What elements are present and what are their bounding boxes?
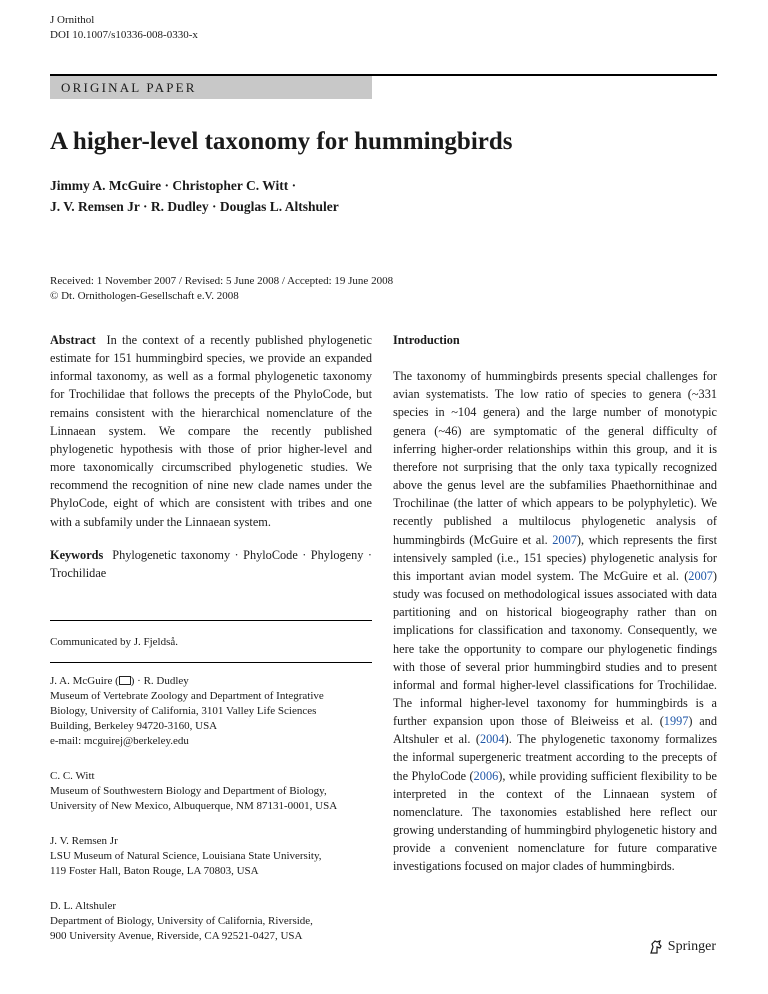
affiliation-1	[50, 674, 372, 749]
email-link[interactable]: e-mail: mcguirej@berkeley.edu	[50, 735, 189, 748]
keywords	[50, 546, 372, 582]
journal-name: J Ornithol	[50, 14, 95, 26]
introduction-heading: Introduction	[393, 333, 460, 347]
publisher-logo	[648, 939, 716, 955]
citation-link[interactable]: 1997	[663, 714, 689, 729]
affiliation-3	[50, 834, 372, 879]
author-line-1: Jimmy A. McGuire · Christopher C. Witt ·	[50, 178, 297, 193]
keywords-text: Phylogenetic taxonomy · PhyloCode · Phylogeny · Trochilidae	[50, 547, 372, 580]
abstract-heading: Abstract	[50, 333, 96, 347]
affiliation-line: 900 University Avenue, Riverside, CA 92521-0427, USA	[50, 930, 303, 943]
affiliation-names: D. L. Altshuler	[50, 900, 116, 913]
footnote-rule	[50, 620, 372, 621]
paper-title: A higher-level taxonomy for hummingbirds	[50, 128, 513, 155]
article-type-badge: ORIGINAL PAPER	[50, 76, 372, 99]
affiliation-line: 119 Foster Hall, Baton Rouge, LA 70803, USA	[50, 865, 259, 878]
affiliation-names: C. C. Witt	[50, 770, 95, 783]
affiliation-line: University of New Mexico, Albuquerque, NM 87131-0001, USA	[50, 800, 338, 813]
affiliation-line: Museum of Southwestern Biology and Department of Biology,	[50, 785, 327, 798]
keywords-heading: Keywords	[50, 547, 104, 562]
communicated-by: Communicated by J. Fjeldså.	[50, 636, 179, 649]
citation-link[interactable]: 2007	[688, 568, 713, 583]
envelope-icon[interactable]	[119, 676, 131, 685]
abstract-text: In the context of a recently published phylogenetic estimate for 151 hummingbird species, we provide an expanded informal taxonomy, as well as a formal phylogenetic taxonomy for Trochilidae that follows the precepts of the PhyloCode, but remains consistent with the hierarchical nomenclature of the Linnaean system. We compare the recently published phylogenetic hypothesis with those of prior higher-level and more taxonomically circumscribed phylogenetic studies. We recommend the recognition of nine new clade names under the PhyloCode, eight of which are consistent with tribes and one with a subfamily under the Linnaean system.	[50, 333, 372, 529]
citation-link[interactable]: 2007	[552, 532, 577, 547]
citation-link[interactable]: 2004	[480, 732, 505, 747]
left-column	[50, 331, 372, 944]
abstract	[50, 331, 372, 531]
affiliation-4	[50, 899, 372, 944]
affiliation-names: J. V. Remsen Jr	[50, 835, 118, 848]
affiliation-rule	[50, 662, 372, 663]
copyright: © Dt. Ornithologen-Gesellschaft e.V. 2008	[50, 290, 239, 302]
publisher-name: Springer	[667, 939, 716, 954]
publication-dates	[50, 274, 393, 304]
affiliation-2	[50, 769, 372, 814]
author-list	[50, 175, 339, 217]
affiliation-names-suffix: ) · R. Dudley	[130, 675, 189, 688]
right-column	[393, 331, 717, 876]
received-revised-accepted: Received: 1 November 2007 / Revised: 5 June 2008 / Accepted: 19 June 2008	[50, 275, 394, 287]
affiliation-line: Biology, University of California, 3101 Valley Life Sciences	[50, 705, 317, 718]
affiliation-line: Department of Biology, University of California, Riverside,	[50, 915, 313, 928]
citation-link[interactable]: 2006	[473, 768, 499, 783]
introduction-paragraph: The taxonomy of hummingbirds presents special challenges for avian systematists. The low ratio of species to genera (~331 species in ~104 genera) and the large number of monotypic genera (~46) are symptomatic of the general difficulty of inferring higher-order relationships within this group, and it is therefore not surprising that the only taxa typically recognized above the genus level are the subfamilies Phaethornithinae and Trochilinae (the latter of which appears to be polyphyletic). We recently published a multilocus phylogenetic analysis of hummingbirds (McGuire et al. 2007), which represents the first intensively sampled (i.e., 151 species) phylogenetic analysis for this important avian model system. The McGuire et al. (2007) study was focused on methodological issues associated with data partitioning and on historical biogeography rather than on implications for classification and taxonomy. Consequently, we here take the opportunity to compare our phylogenetic findings with those of several prior hummingbird studies and to present informal and formal higher-level classifications for Trochilidae. The informal higher-level taxonomy for hummingbirds is a further expansion upon those of Bleiweiss et al. (1997) and Altshuler et al. (2004). The phylogenetic taxonomy formalizes the informal supergeneric treatment according to the precepts of the PhyloCode (2006), while providing sufficient flexibility to be interpreted in the context of the Linnaean system of nomenclature. The taxonomies established here reflect our growing understanding of hummingbird phylogenetic history and provide a convenient nomenclature for future comparative investigations focused on major clades of hummingbirds.	[393, 369, 718, 874]
affiliation-names-prefix: J. A. McGuire (	[50, 675, 119, 688]
doi: DOI 10.1007/s10336-008-0330-x	[50, 29, 198, 41]
author-line-2: J. V. Remsen Jr · R. Dudley · Douglas L. Altshuler	[50, 199, 339, 214]
affiliation-line: Museum of Vertebrate Zoology and Department of Integrative	[50, 690, 324, 703]
affiliation-line: Building, Berkeley 94720-3160, USA	[50, 720, 218, 733]
affiliation-line: LSU Museum of Natural Science, Louisiana State University,	[50, 850, 322, 863]
springer-horse-icon	[648, 939, 664, 955]
